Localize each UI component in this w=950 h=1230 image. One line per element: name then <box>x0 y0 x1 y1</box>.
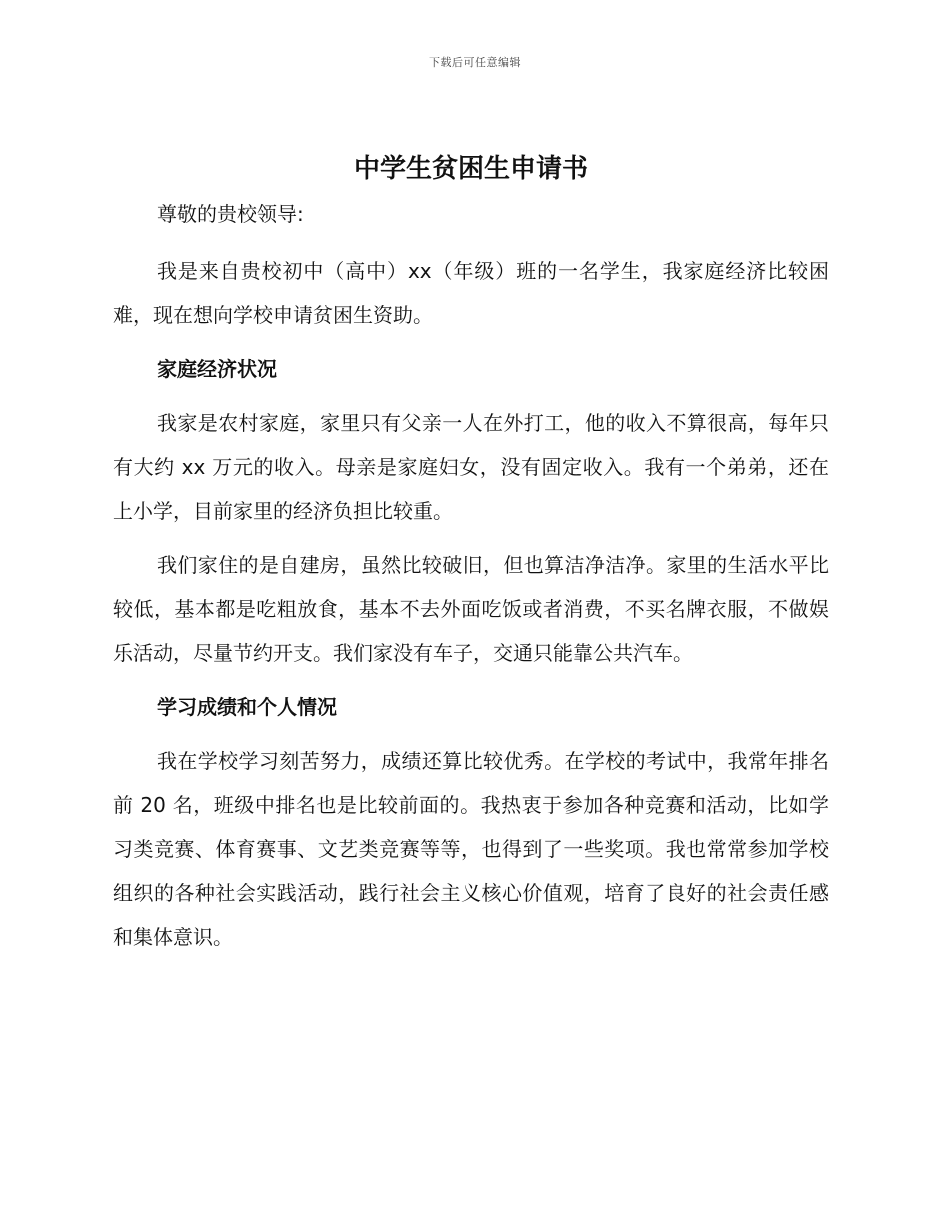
document-body <box>113 146 829 959</box>
paragraph-family-income: 我家是农村家庭，家里只有父亲一人在外打工，他的收入不算很高，每年只有大约 xx 万元的收入。母亲是家庭妇女，没有固定收入。我有一个弟弟，还在上小学，目前家里的经济负担比较重。 <box>113 411 829 523</box>
paragraph-study-performance: 我在学校学习刻苦努力，成绩还算比较优秀。在学校的考试中，我常年排名前 20 名，班级中排名也是比较前面的。我热衷于参加各种竞赛和活动，比如学习类竞赛、体育赛事、文艺类竞赛等等，也得到了一些奖项。我也常常参加学校组织的各种社会实践活动，践行社会主义核心价值观，培育了良好的社会责任感和集体意识。 <box>113 749 829 949</box>
paragraph-living-conditions: 我们家住的是自建房，虽然比较破旧，但也算洁净洁净。家里的生活水平比较低，基本都是吃粗放食，基本不去外面吃饭或者消费，不买名牌衣服，不做娱乐活动，尽量节约开支。我们家没有车子，交通只能靠公共汽车。 <box>113 553 829 665</box>
page-header-note: 下载后可任意编辑 <box>429 56 521 69</box>
salutation: 尊敬的贵校领导: <box>157 202 304 226</box>
document-title: 中学生贫困生申请书 <box>353 154 588 184</box>
intro-paragraph: 我是来自贵校初中（高中）xx（年级）班的一名学生，我家庭经济比较困难，现在想向学校申请贫困生资助。 <box>113 259 829 327</box>
section-heading-family-economy: 家庭经济状况 <box>157 357 277 381</box>
section-heading-study-performance: 学习成绩和个人情况 <box>157 695 337 719</box>
